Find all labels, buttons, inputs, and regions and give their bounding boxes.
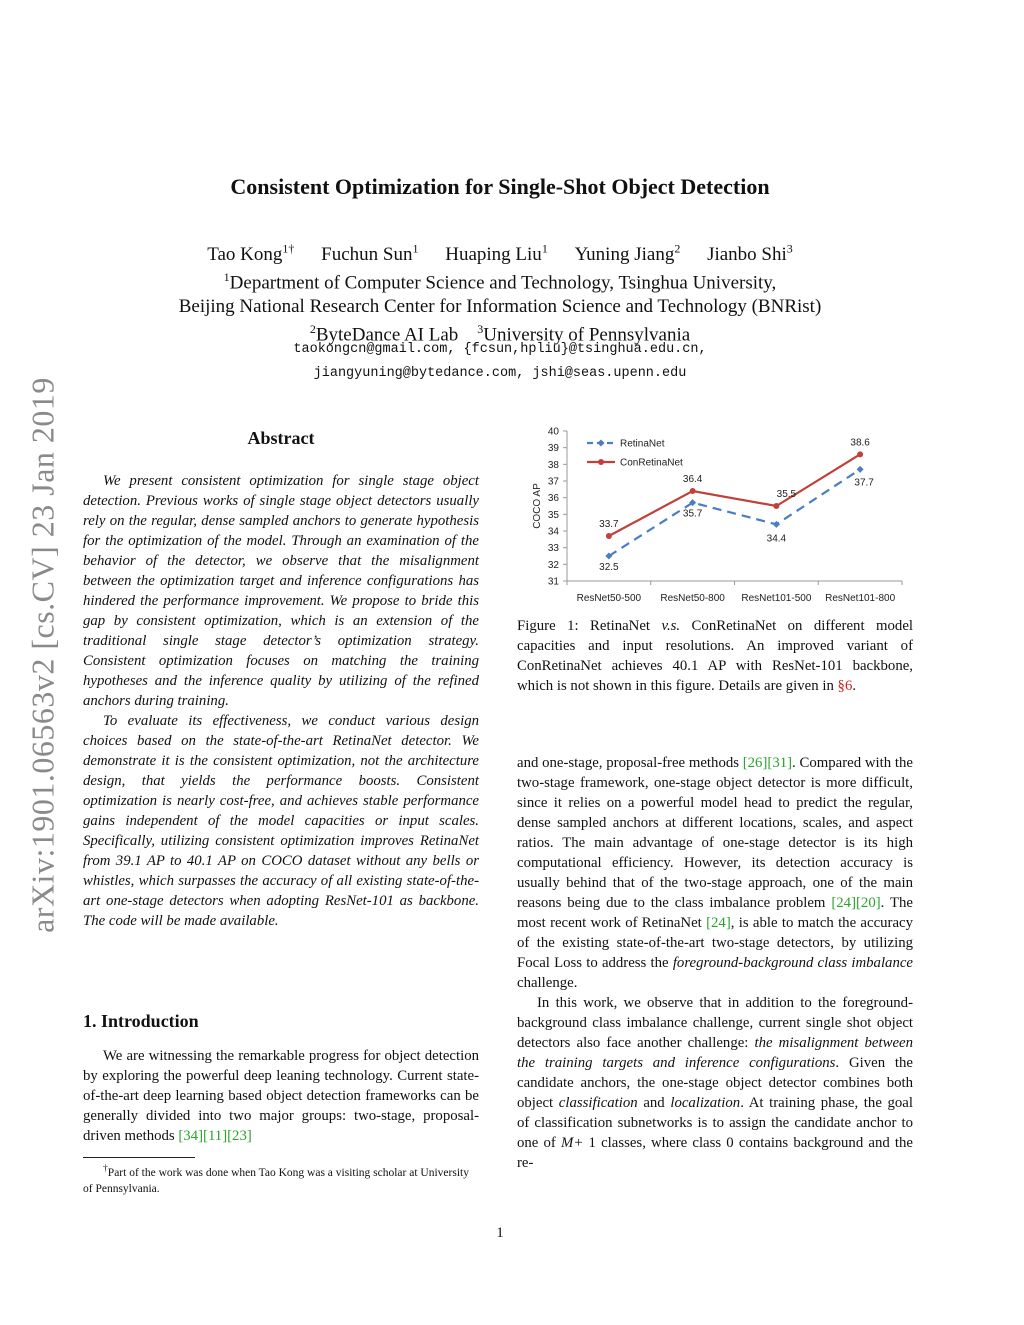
data-point-retinanet — [773, 521, 780, 528]
y-tick-label: 33 — [547, 543, 559, 555]
x-tick-label: ResNet50-800 — [660, 593, 725, 604]
x-tick-label: ResNet101-800 — [825, 593, 896, 604]
email-line-2: jiangyuning@bytedance.com, jshi@seas.upenn.edu — [313, 366, 687, 381]
author-block — [0, 238, 1000, 346]
y-tick-label: 32 — [547, 559, 559, 571]
data-label: 37.7 — [854, 477, 874, 489]
citation-link[interactable]: [24] — [831, 895, 856, 911]
data-label: 32.5 — [599, 562, 619, 573]
abstract-paragraph-1: We present consistent optimization for single stage object detection. Previous works of single stage object detectors usually rely on the regular, dense sampled anchors to generate hypothesis for the optimization of the model. Through an examination of the behavior of the detector, we observe that the misalignment between the optimization target and inference configurations has hindered the performance improvement. We propose to bride this gap by consistent optimization, which is an extension of the traditional single stage detector’s optimization strategy. Consistent optimization focuses on matching the training hypotheses and the inference quality by utilizing of the refined anchors during training. — [83, 473, 479, 709]
page-number: 1 — [496, 1225, 504, 1241]
legend-label: ConRetinaNet — [620, 457, 683, 469]
figure-1-caption: Figure 1: RetinaNet v.s. ConRetinaNet on different model capacities and input resolutions. An improved variant of ConRetinaNet achieves 40.1 AP with ResNet-101 backbone, which is not shown in this figure. Details are given in §6. — [517, 618, 913, 694]
data-point-conretinanet — [690, 488, 696, 494]
footnote: †Part of the work was done when Tao Kong was a visiting scholar at University of Pennsylvania. — [83, 1163, 469, 1195]
citation-link[interactable]: [34] — [178, 1128, 204, 1144]
affiliation-1: $^1$Department of Computer Science and Technology, Tsinghua University, — [223, 270, 777, 294]
author-1: Tao Kong$^{1\dagger}$ — [207, 242, 295, 266]
data-label: 38.6 — [850, 437, 870, 449]
affiliation-1b: Beijing National Research Center for Information Science and Technology (BNRist) — [178, 295, 822, 317]
author-5: Jianbo Shi$^3$ — [707, 242, 793, 266]
y-tick-label: 35 — [547, 509, 559, 521]
author-2: Fuchun Sun$^1$ — [321, 242, 419, 266]
x-tick-label: ResNet50-500 — [576, 593, 642, 604]
y-tick-label: 31 — [547, 576, 559, 588]
y-tick-label: 40 — [547, 426, 559, 438]
data-point-conretinanet — [773, 503, 779, 509]
legend-label: RetinaNet — [620, 438, 665, 450]
author-3: Huaping Liu$^1$ — [445, 242, 548, 266]
data-label: 36.4 — [682, 474, 703, 485]
email-line-1: taokongcn@gmail.com, {fcsun,hpliu}@tsinghua.edu.cn, — [293, 342, 707, 357]
citation-link[interactable]: [31] — [767, 755, 793, 771]
y-tick-label: 36 — [547, 493, 559, 505]
data-point-conretinanet — [606, 533, 612, 539]
figure-1-chart — [512, 418, 912, 613]
data-label: 34.4 — [766, 533, 787, 545]
intro-paragraph-1: We are witnessing the remarkable progress for object detection by exploring the powerful deep leaning technology. Current state-of-the-art deep learning based object detection frameworks can be generally divided into two major groups: two-stage, proposal-driven methods [34][11][23] — [83, 1048, 479, 1144]
y-axis-label: COCO AP — [532, 483, 543, 529]
data-label: 33.7 — [599, 519, 619, 530]
citation-link[interactable]: [24] — [706, 915, 731, 931]
citation-link[interactable]: [11] — [203, 1128, 228, 1144]
x-tick-label: ResNet101-500 — [741, 593, 812, 604]
affiliation-2-3: $^2$ByteDance AI Lab $^3$University of Pennsylvania — [309, 321, 691, 345]
intro-heading: 1. Introduction — [83, 1011, 199, 1031]
footnote-rule — [83, 1157, 195, 1158]
email-block — [0, 338, 1000, 386]
y-tick-label: 39 — [547, 443, 559, 455]
author-list — [0, 238, 1000, 266]
paper-title: Consistent Optimization for Single-Shot Object Detection — [230, 174, 770, 199]
y-tick-label: 37 — [547, 476, 559, 488]
legend-marker — [598, 440, 605, 447]
citation-link[interactable]: [20] — [856, 895, 881, 911]
intro-body — [83, 1046, 479, 1146]
y-tick-label: 34 — [547, 526, 559, 538]
legend-marker — [598, 459, 604, 465]
citation-link[interactable]: [26] — [742, 755, 768, 771]
data-point-retinanet — [857, 466, 864, 473]
intro-paragraph-2: and one-stage, proposal-free methods [26][31]. Compared with the two-stage framework, one-stage object detector is more difficult, since it relies on a powerful model head to predict the regular, dense sampled anchors at different locations, scales, and aspect ratios. The main advantage of one-stage detector is its high computational efficiency. However, its detection accuracy is usually behind that of the two-stage approach, one of the main reasons being due to the class imbalance problem [24][20]. The most recent work of RetinaNet [24], is able to match the accuracy of the existing state-of-the-art two-stage detectors, by utilizing Focal Loss to address the foreground-background class imbalance challenge. — [517, 755, 914, 991]
abstract-heading: Abstract — [247, 428, 315, 448]
arxiv-id: arXiv:1901.06563v2 [cs.CV] 23 Jan 2019 — [24, 377, 61, 933]
data-label: 35.5 — [776, 489, 797, 500]
intro-right-body — [517, 753, 913, 1173]
section-ref-link[interactable]: §6 — [837, 678, 853, 694]
data-label: 35.7 — [682, 508, 703, 520]
citation-link[interactable]: [23] — [227, 1128, 252, 1144]
abstract-body — [83, 471, 479, 931]
author-4: Yuning Jiang$^2$ — [574, 242, 681, 266]
abstract-paragraph-2: To evaluate its effectiveness, we conduct various design choices based on the state-of-the-art RetinaNet detector. We demonstrate it is the consistent optimization, not the architecture design, that yields the performance boosts. Consistent optimization is nearly cost-free, and achieves stable performance gains independent of the model capacities or input scales. Specifically, utilizing consistent optimization improves RetinaNet from 39.1 AP to 40.1 AP on COCO dataset without any bells or whistles, which surpasses the accuracy of all existing state-of-the-art one-stage detectors when adopting ResNet-101 as backbone. The code will be made available. — [83, 713, 479, 929]
series-line-retinanet — [609, 469, 860, 556]
arxiv-sidebar-stamp — [18, 360, 68, 950]
y-tick-label: 38 — [547, 459, 559, 471]
data-point-conretinanet — [857, 451, 863, 457]
intro-paragraph-3: In this work, we observe that in addition to the foreground-background class imbalance challenge, current single shot object detectors also face another challenge: the misalignment between the training targets and inference configurations. Given the candidate anchors, the one-stage object detector combines both object classification and localization. At training phase, the goal of classification subnetworks is to assign the candidate anchor to one of M+ 1 classes, where class 0 contains background and the re- — [517, 995, 913, 1171]
